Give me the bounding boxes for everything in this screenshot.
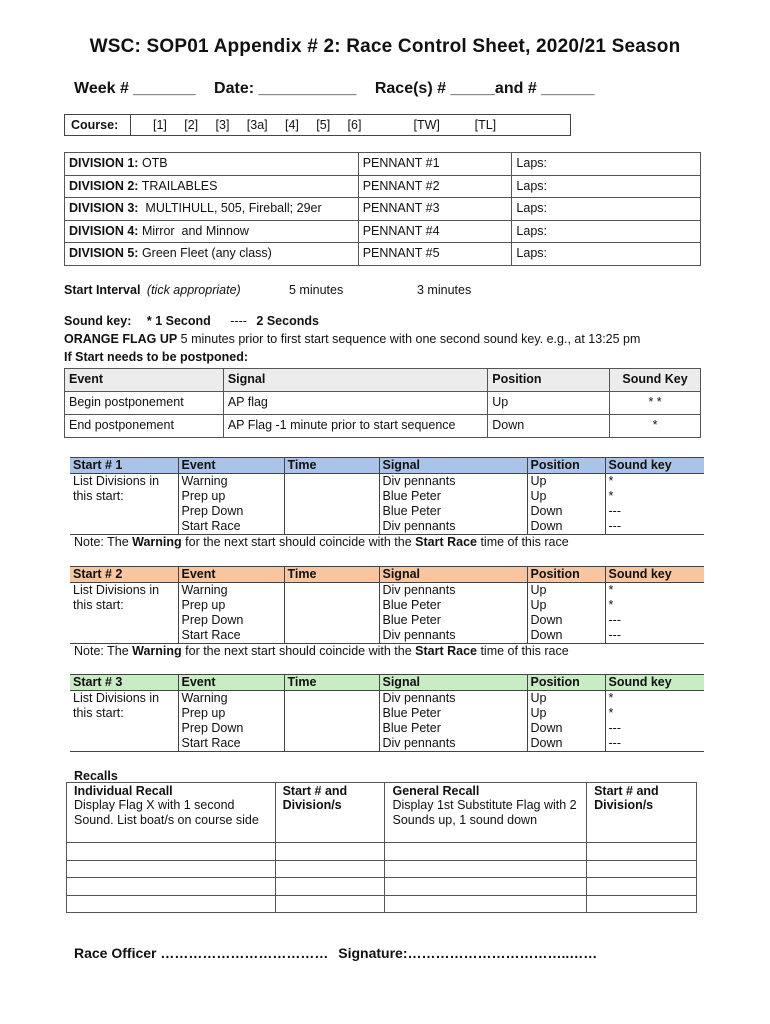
laps-cell[interactable]: Laps: — [512, 153, 701, 176]
start-header: Event — [178, 567, 284, 583]
start-cell: Down — [527, 736, 605, 752]
time-cell[interactable] — [284, 598, 379, 613]
division-row — [65, 220, 701, 243]
start-cell: Div pennants — [379, 628, 527, 644]
time-cell[interactable] — [284, 474, 379, 490]
individual-recall-title: Individual Recall — [74, 784, 173, 798]
start-header-row — [70, 675, 704, 691]
division-name-cell — [65, 220, 359, 243]
time-cell[interactable] — [284, 706, 379, 721]
sound-key-label: Sound key: — [64, 314, 132, 328]
start-cell: Prep Down — [178, 504, 284, 519]
start-cell: Warning — [178, 691, 284, 707]
division-classes: TRAILABLES — [138, 178, 218, 193]
postponement-cell: * — [610, 415, 701, 438]
start-header: Signal — [379, 675, 527, 691]
start-cell: Up — [527, 706, 605, 721]
laps-cell[interactable]: Laps: — [512, 220, 701, 243]
list-divisions-label[interactable]: this start: — [73, 489, 124, 503]
postponement-cell: AP flag — [223, 392, 487, 415]
start-row — [70, 504, 704, 519]
list-divisions-blank[interactable] — [70, 504, 178, 519]
start-cell: Up — [527, 598, 605, 613]
start-row — [70, 706, 704, 721]
start-title: Start # 3 — [70, 675, 178, 691]
start-header: Time — [284, 458, 379, 474]
start-cell: Start Race — [178, 628, 284, 644]
postponement-row — [65, 392, 701, 415]
orange-flag-label: ORANGE FLAG UP — [64, 332, 178, 346]
recall-entry-cell[interactable] — [385, 895, 587, 913]
start-header: Event — [178, 458, 284, 474]
division-name-cell — [65, 175, 359, 198]
note-text: for the next start should coincide with the — [181, 535, 416, 549]
postponement-cell: Down — [488, 415, 610, 438]
start-cell: Div pennants — [379, 519, 527, 535]
interval-5-minutes[interactable]: 5 minutes — [289, 283, 344, 297]
start-cell: Prep up — [178, 706, 284, 721]
time-cell[interactable] — [284, 489, 379, 504]
page-title: WSC: SOP01 Appendix # 2: Race Control Sheet, 2020/21 Season — [89, 36, 681, 57]
start-cell: Div pennants — [379, 474, 527, 490]
start-1-table — [70, 457, 704, 535]
start-row — [70, 583, 704, 599]
start-cell: Up — [527, 583, 605, 599]
start-row — [70, 598, 704, 613]
division-label: DIVISION 3: — [69, 201, 139, 215]
pennant-cell: PENNANT #5 — [358, 243, 512, 266]
course-box — [64, 114, 571, 136]
postponement-header: Event — [65, 369, 224, 392]
start-header: Sound key — [605, 675, 704, 691]
postpone-heading: If Start needs to be postponed: — [64, 350, 249, 364]
start-row — [70, 721, 704, 736]
postponement-row — [65, 415, 701, 438]
start-cell: Warning — [178, 474, 284, 490]
recall-entry-cell[interactable] — [587, 895, 697, 913]
start-header: Sound key — [605, 567, 704, 583]
division-label: DIVISION 2: — [69, 178, 139, 193]
division-name-cell — [65, 198, 359, 221]
start-cell: --- — [605, 613, 704, 628]
note-text: Start Race — [415, 644, 477, 658]
laps-cell[interactable]: Laps: — [512, 198, 701, 221]
start-cell: * — [605, 706, 704, 721]
start-header: Signal — [379, 458, 527, 474]
postponement-cell: Begin postponement — [65, 392, 224, 415]
start-row — [70, 474, 704, 490]
start-cell: --- — [605, 628, 704, 644]
start-2-table — [70, 566, 704, 644]
start-cell: Down — [527, 721, 605, 736]
pennant-cell: PENNANT #2 — [358, 175, 512, 198]
start-cell: Down — [527, 519, 605, 535]
note-text: Warning — [132, 535, 182, 549]
start-cell: * — [605, 474, 704, 490]
list-divisions-label[interactable]: this start: — [73, 598, 124, 612]
start-cell: Blue Peter — [379, 721, 527, 736]
start-row — [70, 519, 704, 535]
list-divisions-label[interactable]: List Divisions in — [73, 691, 160, 705]
start-division-header-1: Start # and Division/s — [275, 783, 385, 843]
races-field[interactable]: Race(s) # _____and # ______ — [374, 80, 595, 97]
start-cell: Blue Peter — [379, 504, 527, 519]
division-classes: Mirror and Minnow — [138, 223, 249, 238]
pennant-cell: PENNANT #3 — [358, 198, 512, 221]
time-cell[interactable] — [284, 628, 379, 644]
start-header: Time — [284, 675, 379, 691]
start-cell: Start Race — [178, 519, 284, 535]
week-field[interactable]: Week # _______ — [74, 80, 196, 97]
postponement-table — [64, 368, 701, 438]
recall-entry-cell[interactable] — [385, 860, 587, 878]
start-header: Signal — [379, 567, 527, 583]
time-cell[interactable] — [284, 583, 379, 599]
race-officer-field[interactable]: Race Officer ……………………………… — [74, 945, 329, 961]
note-text: Warning — [132, 644, 182, 658]
postponement-header: Position — [488, 369, 610, 392]
start-division-header-2: Start # and Division/s — [587, 783, 697, 843]
start-cell: * — [605, 583, 704, 599]
start-header: Position — [527, 458, 605, 474]
general-recall-title: General Recall — [392, 784, 480, 798]
start-cell: Div pennants — [379, 691, 527, 707]
time-cell[interactable] — [284, 613, 379, 628]
recall-entry-cell[interactable] — [67, 895, 276, 913]
recall-entry-cell[interactable] — [275, 878, 385, 896]
start-note — [74, 535, 569, 549]
postponement-cell: End postponement — [65, 415, 224, 438]
start-interval-row — [64, 283, 241, 297]
start-cell: Up — [527, 691, 605, 707]
start-cell: Down — [527, 613, 605, 628]
start-header-row — [70, 458, 704, 474]
start-cell: Div pennants — [379, 583, 527, 599]
recall-entry-cell[interactable] — [587, 860, 697, 878]
start-header: Event — [178, 675, 284, 691]
general-recall-cell — [385, 783, 587, 843]
start-row — [70, 691, 704, 707]
orange-flag-text: 5 minutes prior to first start sequence with one second sound key. e.g., at 13:25 pm — [177, 332, 641, 346]
division-classes: MULTIHULL, 505, Fireball; 29er — [138, 201, 322, 215]
recall-entry-cell[interactable] — [385, 878, 587, 896]
start-title: Start # 1 — [70, 458, 178, 474]
start-row — [70, 613, 704, 628]
recall-entry-cell[interactable] — [67, 878, 276, 896]
division-row — [65, 153, 701, 176]
start-cell: Prep Down — [178, 721, 284, 736]
recall-entry-cell[interactable] — [67, 860, 276, 878]
start-cell: Down — [527, 504, 605, 519]
division-classes: Green Fleet (any class) — [138, 246, 272, 260]
start-header-row — [70, 567, 704, 583]
division-row — [65, 175, 701, 198]
note-text: Start Race — [415, 535, 477, 549]
list-divisions-blank[interactable] — [70, 519, 178, 535]
time-cell[interactable] — [284, 721, 379, 736]
start-cell: Up — [527, 489, 605, 504]
recall-entry-cell[interactable] — [385, 843, 587, 861]
start-row — [70, 628, 704, 644]
recall-entry-cell[interactable] — [587, 843, 697, 861]
start-cell: Start Race — [178, 736, 284, 752]
start-row — [70, 489, 704, 504]
start-header: Position — [527, 675, 605, 691]
pennant-cell: PENNANT #1 — [358, 153, 512, 176]
recall-entry-cell[interactable] — [275, 843, 385, 861]
general-recall-text: Display 1st Substitute Flag with 2 Sounds up, 1 sound down — [392, 798, 577, 827]
note-text: for the next start should coincide with the — [181, 644, 416, 658]
week-date-race-line — [74, 80, 609, 98]
sound-key-two: 2 Seconds — [256, 314, 319, 328]
divisions-table — [64, 152, 701, 266]
start-cell: Blue Peter — [379, 706, 527, 721]
time-cell[interactable] — [284, 736, 379, 752]
start-cell: * — [605, 598, 704, 613]
laps-cell[interactable]: Laps: — [512, 175, 701, 198]
pennant-cell: PENNANT #4 — [358, 220, 512, 243]
start-3-table — [70, 674, 704, 752]
start-cell: Warning — [178, 583, 284, 599]
start-cell: Down — [527, 628, 605, 644]
time-cell[interactable] — [284, 691, 379, 707]
course-label: Course: — [65, 115, 131, 135]
start-cell: --- — [605, 504, 704, 519]
start-cell: Up — [527, 474, 605, 490]
start-row — [70, 736, 704, 752]
start-cell: --- — [605, 721, 704, 736]
individual-recall-cell — [67, 783, 276, 843]
division-classes: OTB — [138, 156, 168, 170]
individual-recall-text: Display Flag X with 1 second Sound. List boat/s on course side — [74, 798, 259, 827]
date-field[interactable]: Date: ___________ — [214, 80, 357, 97]
note-text: time of this race — [476, 535, 569, 549]
sound-key-one: * 1 Second — [146, 314, 211, 328]
division-name-cell — [65, 153, 359, 176]
start-cell: Blue Peter — [379, 489, 527, 504]
interval-3-minutes[interactable]: 3 minutes — [417, 283, 472, 297]
list-divisions-blank[interactable] — [70, 721, 178, 736]
list-divisions-blank[interactable] — [70, 628, 178, 644]
signature-field[interactable]: Signature:……………………………..…… — [338, 945, 598, 961]
start-cell: Prep Down — [178, 613, 284, 628]
division-row — [65, 243, 701, 266]
time-cell[interactable] — [284, 519, 379, 535]
recall-entry-cell[interactable] — [275, 860, 385, 878]
list-divisions-blank[interactable] — [70, 613, 178, 628]
start-cell: Div pennants — [379, 736, 527, 752]
recalls-heading: Recalls — [74, 769, 118, 783]
postponement-cell: AP Flag -1 minute prior to start sequence — [223, 415, 487, 438]
note-text: time of this race — [476, 644, 569, 658]
start-cell: * — [605, 691, 704, 707]
start-interval-hint: (tick appropriate) — [146, 283, 241, 297]
postponement-header-row — [65, 369, 701, 392]
sound-key-row — [64, 314, 319, 328]
division-label: DIVISION 5: — [69, 246, 139, 260]
postponement-cell: Up — [488, 392, 610, 415]
recall-entry-cell[interactable] — [67, 843, 276, 861]
list-divisions-label[interactable]: List Divisions in — [73, 583, 160, 597]
sound-key-separator: ---- — [230, 314, 247, 328]
recall-entry-cell[interactable] — [587, 878, 697, 896]
course-options[interactable]: [1] [2] [3] [3a] [4] [5] [6] [TW] [TL] — [153, 118, 497, 132]
postponement-header: Signal — [223, 369, 487, 392]
start-cell: Prep up — [178, 598, 284, 613]
race-officer-line — [74, 945, 603, 961]
division-name-cell — [65, 243, 359, 266]
start-cell: --- — [605, 519, 704, 535]
orange-flag-line — [64, 332, 640, 346]
start-cell: Prep up — [178, 489, 284, 504]
list-divisions-label[interactable]: List Divisions in — [73, 474, 160, 488]
start-cell: Blue Peter — [379, 613, 527, 628]
start-note — [74, 644, 569, 658]
start-cell: Blue Peter — [379, 598, 527, 613]
recall-entry-cell[interactable] — [275, 895, 385, 913]
start-header: Position — [527, 567, 605, 583]
start-title: Start # 2 — [70, 567, 178, 583]
start-interval-label: Start Interval — [64, 283, 141, 297]
division-label: DIVISION 1: — [69, 156, 139, 170]
recalls-table — [66, 782, 697, 913]
start-cell: --- — [605, 736, 704, 752]
time-cell[interactable] — [284, 504, 379, 519]
postponement-header: Sound Key — [610, 369, 701, 392]
list-divisions-label[interactable]: this start: — [73, 706, 124, 720]
start-cell: * — [605, 489, 704, 504]
postponement-cell: * * — [610, 392, 701, 415]
division-row — [65, 198, 701, 221]
note-text: Note: The — [74, 535, 133, 549]
start-header: Sound key — [605, 458, 704, 474]
laps-cell[interactable]: Laps: — [512, 243, 701, 266]
list-divisions-blank[interactable] — [70, 736, 178, 752]
division-label: DIVISION 4: — [69, 223, 139, 238]
note-text: Note: The — [74, 644, 133, 658]
start-header: Time — [284, 567, 379, 583]
